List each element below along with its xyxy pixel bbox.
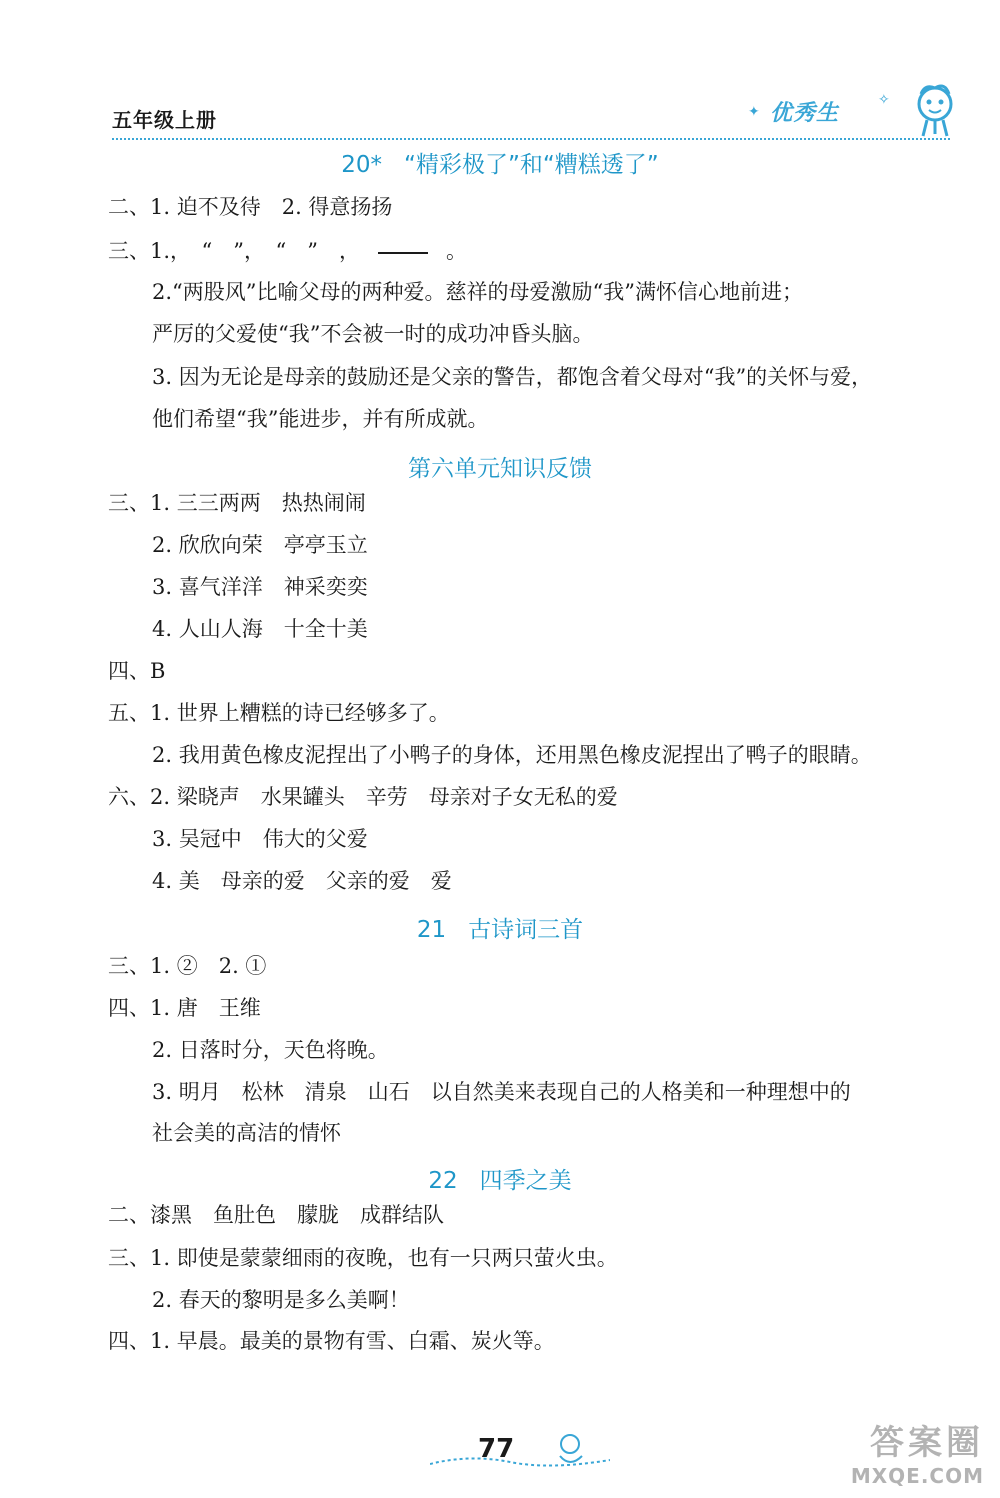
answer-line: 五、1. 世界上糟糕的诗已经够多了。 (108, 701, 450, 725)
answer-line: 3. 明月 松林 清泉 山石 以自然美来表现自己的人格美和一种理想中的 (152, 1080, 851, 1104)
section-title-unit6: 第六单元知识反馈 (408, 456, 592, 482)
answer-line: 2. 春天的黎明是多么美啊！ (152, 1288, 410, 1312)
answer-line: 2. 欣欣向荣 亭亭玉立 (152, 533, 368, 557)
answer-line: 社会美的高洁的情怀 (152, 1121, 341, 1145)
watermark (851, 1415, 984, 1488)
section-number: 20* (341, 152, 383, 178)
answer-line: 三、1. ② 2. ① (108, 954, 267, 978)
answer-line: 四、1. 早晨。最美的景物有雪、白霜、炭火等。 (108, 1329, 555, 1353)
section-title-21 (0, 911, 1000, 944)
answer-line: 4. 人山人海 十全十美 (152, 617, 368, 641)
dash-mark (378, 252, 428, 254)
answer-line: 三、1. 即使是蒙蒙细雨的夜晚，也有一只两只萤火虫。 (108, 1246, 618, 1270)
footer-wave-decoration (430, 1430, 610, 1470)
section-number: 21 (416, 917, 447, 943)
punctuation-answer: 三、1.， “ ”， “ ” ， (108, 239, 360, 263)
section-title-20 (0, 146, 1000, 179)
watermark-url: MXQE.COM (850, 1464, 984, 1488)
page-number: 77 (478, 1434, 515, 1464)
section-title-text: 四季之美 (479, 1168, 572, 1194)
answer-line: 二、1. 迫不及待 2. 得意扬扬 (108, 195, 393, 219)
answer-line: 2. 日落时分，天色将晚。 (152, 1038, 389, 1062)
answer-line: 三、1. 三三两两 热热闹闹 (108, 491, 366, 515)
answer-line: 2.“两股风”比喻父母的两种爱。慈祥的母爱激励“我”满怀信心地前进； (152, 280, 803, 304)
answer-line: 严厉的父爱使“我”不会被一时的成功冲昏头脑。 (152, 322, 594, 346)
section-number: 22 (428, 1168, 458, 1194)
section-title-22 (0, 1162, 1000, 1195)
section-title-text: “精彩极了”和“糟糕透了” (404, 152, 659, 178)
answer-line: 四、1. 唐 王维 (108, 996, 261, 1020)
section-title-text: 古诗词三首 (468, 917, 584, 943)
answer-line: 四、B (108, 659, 166, 683)
answer-line: 二、漆黑 鱼肚色 朦胧 成群结队 (108, 1203, 444, 1227)
answer-line: 4. 美 母亲的爱 父亲的爱 爱 (152, 869, 452, 893)
brand-logo: 优秀生 (770, 101, 840, 126)
sparkle-icon: ✧ (878, 92, 890, 108)
answer-line: 3. 喜气洋洋 神采奕奕 (152, 575, 368, 599)
grade-label: 五年级上册 (112, 108, 217, 132)
answer-line: 2. 我用黄色橡皮泥捏出了小鸭子的身体，还用黑色橡皮泥捏出了鸭子的眼睛。 (152, 743, 872, 767)
answer-line: 3. 因为无论是母亲的鼓励还是父亲的警告，都饱含着父母对“我”的关怀与爱， (152, 365, 873, 389)
sparkle-icon: ✦ (748, 104, 760, 120)
answer-line: 六、2. 梁晓声 水果罐头 辛劳 母亲对子女无私的爱 (108, 785, 618, 809)
watermark-logo: 答案圈 (870, 1423, 984, 1463)
answer-line: 他们希望“我”能进步，并有所成就。 (152, 407, 489, 431)
punctuation-end: 。 (445, 239, 467, 263)
answer-line: 3. 吴冠中 伟大的父爱 (152, 827, 368, 851)
answer-line (108, 236, 467, 266)
